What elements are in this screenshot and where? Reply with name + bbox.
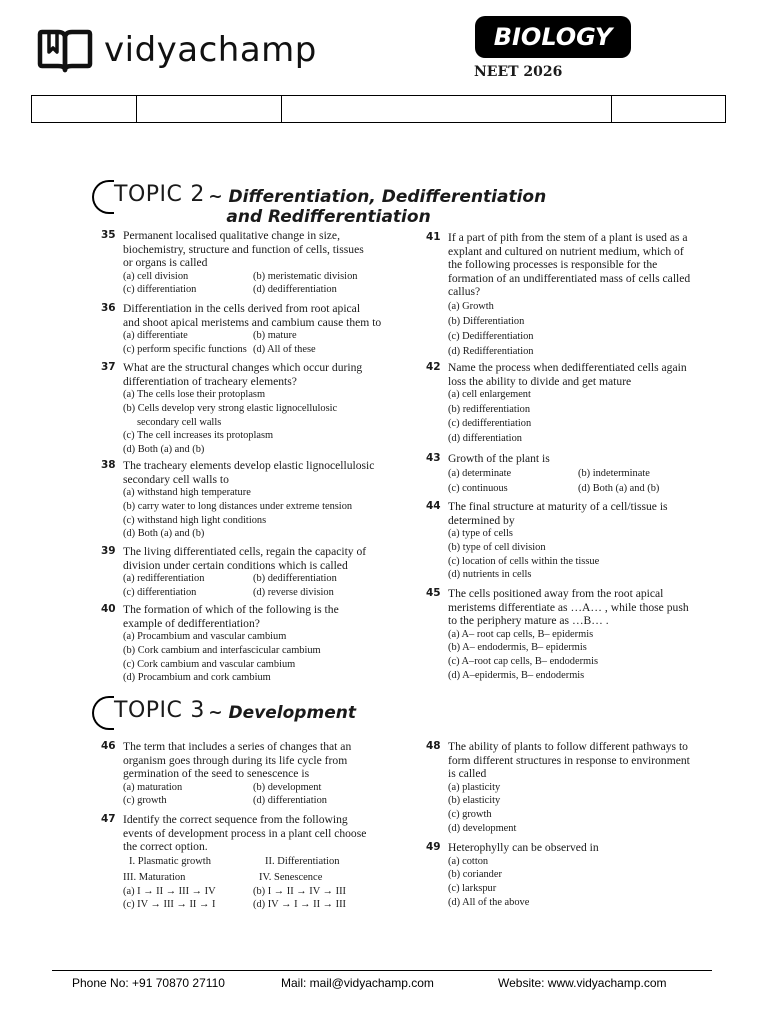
option-c: (c) perform specific functions	[123, 343, 247, 355]
question-text: The final structure at maturity of a cell/tissue is	[448, 500, 668, 513]
question-number: 46	[101, 740, 116, 752]
question-text: is called	[448, 767, 487, 780]
brand-logo	[36, 26, 317, 74]
option-b: (b) indeterminate	[578, 467, 650, 479]
option-a: (a) differentiate	[123, 330, 188, 341]
question-text: organism goes through during its life cycle from	[123, 753, 348, 767]
option-b: (b) Cells develop very strong elastic lignocellulosic	[123, 402, 338, 414]
header-cell	[32, 96, 137, 122]
question-text: The tracheary elements develop elastic lignocellulosic	[123, 459, 375, 472]
option-c: (c) differentiation	[123, 284, 197, 296]
option-d: (d) All of these	[253, 343, 316, 355]
question-text: callus?	[448, 285, 481, 298]
topic-title-line1: Differentiation, Dedifferentiation	[228, 187, 547, 207]
question-41	[426, 231, 691, 359]
question-text: Name the process when dedifferentiated cells again	[448, 361, 687, 374]
question-number: 48	[426, 740, 441, 752]
option-c: (c) A–root cap cells, B– endodermis	[448, 656, 599, 668]
option-d: (d) Both (a) and (b)	[578, 482, 660, 494]
question-number: 35	[101, 229, 116, 241]
question-text: events of development process in a plant cell choose	[123, 826, 367, 840]
option-d: (d) dedifferentiation	[253, 284, 337, 296]
question-text: If a part of pith from the stem of a plant is used as a	[448, 231, 688, 244]
question-number: 39	[101, 545, 116, 557]
question-text: the following processes is responsible for the	[448, 258, 658, 271]
option-b: (b) I → II → IV → III	[253, 885, 347, 897]
option-c: (c) larkspur	[448, 883, 497, 895]
question-text: meristems differentiate as …A… , while those push	[448, 600, 689, 614]
option-d: (d) Both (a) and (b)	[123, 444, 205, 456]
option-b: (b) mature	[253, 330, 297, 341]
option-a: (a) determinate	[448, 467, 512, 479]
question-47	[101, 813, 367, 912]
sequence-item-1: I. Plasmatic growth	[129, 855, 211, 867]
option-a: (a) redifferentiation	[123, 573, 205, 584]
topic-3-heading	[92, 698, 356, 730]
question-38	[101, 459, 375, 541]
footer-website: Website: www.vidyachamp.com	[498, 976, 667, 990]
option-d: (d) All of the above	[448, 896, 530, 908]
question-text: What are the structural changes which occur during	[123, 361, 363, 374]
question-number: 47	[101, 813, 116, 825]
option-a: (a) I → II → III → IV	[123, 885, 216, 897]
question-number: 38	[101, 459, 116, 471]
question-text: Differentiation in the cells derived from root apical	[123, 302, 361, 315]
question-text: to the periphery mature as …B… .	[448, 614, 609, 627]
question-text: loss the ability to divide and get mature	[448, 374, 632, 388]
question-46	[101, 740, 352, 808]
question-text: Growth of the plant is	[448, 452, 550, 465]
exam-label: NEET 2026	[474, 64, 563, 80]
question-number: 36	[101, 302, 116, 314]
option-c: (c) continuous	[448, 482, 508, 494]
question-text: division under certain conditions which is called	[123, 558, 348, 572]
option-c: (c) Cork cambium and vascular cambium	[123, 658, 296, 670]
option-c: (c) withstand high light conditions	[123, 514, 267, 526]
question-number: 40	[101, 603, 116, 615]
subject-badge: BIOLOGY	[475, 16, 631, 58]
option-c: (c) location of cells within the tissue	[448, 555, 600, 567]
option-a: (a) maturation	[123, 781, 183, 793]
question-number: 37	[101, 361, 116, 373]
option-d: (d) Both (a) and (b)	[123, 528, 205, 540]
brand-name: vidyachamp	[104, 30, 317, 70]
option-c: (c) growth	[448, 809, 492, 821]
question-text: germination of the seed to senescence is	[123, 767, 310, 780]
question-number: 45	[426, 587, 441, 599]
option-a: (a) cotton	[448, 855, 489, 867]
option-b: (b) Cork cambium and interfascicular cambium	[123, 644, 321, 656]
topic-tilde: ~	[208, 187, 223, 207]
option-b: (b) Differentiation	[448, 315, 525, 327]
question-text: explant and cultured on nutrient medium, which of	[448, 244, 684, 258]
option-d: (d) IV → I → II → III	[253, 899, 347, 911]
question-text: formation of an undifferentiated mass of cells called	[448, 271, 691, 285]
footer-mail: Mail: mail@vidyachamp.com	[281, 976, 434, 990]
question-text: The cells positioned away from the root apical	[448, 587, 664, 600]
question-42	[426, 361, 687, 446]
option-a: (a) cell enlargement	[448, 389, 531, 400]
header-info-table	[31, 95, 726, 123]
topic-2-heading	[92, 182, 546, 227]
option-d: (d) reverse division	[253, 586, 334, 598]
header-cell	[137, 96, 282, 122]
option-a: (a) Procambium and vascular cambium	[123, 631, 287, 642]
option-b: (b) development	[253, 781, 322, 793]
question-45	[426, 587, 689, 683]
option-b-cont: secondary cell walls	[137, 416, 222, 428]
header-cell	[282, 96, 612, 122]
option-c: (c) growth	[123, 795, 167, 807]
topic-tilde: ~	[208, 703, 223, 723]
question-number: 43	[426, 452, 441, 464]
topic-number: 3	[190, 698, 205, 723]
question-text: differentiation of tracheary elements?	[123, 374, 297, 388]
option-a: (a) Growth	[448, 300, 494, 312]
option-c: (c) The cell increases its protoplasm	[123, 430, 274, 442]
question-number: 49	[426, 841, 441, 853]
option-d: (d) nutrients in cells	[448, 569, 532, 581]
question-text: example of dedifferentiation?	[123, 616, 260, 630]
option-b: (b) carry water to long distances under extreme tension	[123, 500, 353, 512]
option-a: (a) plasticity	[448, 781, 501, 793]
header-cell	[612, 96, 725, 122]
option-c: (c) differentiation	[123, 586, 197, 598]
sequence-item-3: III. Maturation	[123, 871, 186, 883]
question-text: Permanent localised qualitative change in size,	[123, 229, 340, 242]
footer-divider	[52, 970, 712, 971]
topic-word: TOPIC	[114, 182, 183, 207]
footer-phone: Phone No: +91 70870 27110	[72, 976, 225, 990]
question-48	[426, 740, 690, 836]
question-text: and shoot apical meristems and cambium cause them to	[123, 315, 382, 329]
question-text: The living differentiated cells, regain the capacity of	[123, 545, 367, 558]
sequence-item-2: II. Differentiation	[265, 855, 340, 867]
question-text: determined by	[448, 513, 515, 527]
question-text: secondary cell walls to	[123, 472, 229, 486]
question-text: or organs is called	[123, 256, 208, 269]
question-number: 42	[426, 361, 441, 373]
question-text: Heterophylly can be observed in	[448, 841, 599, 854]
question-49	[426, 841, 599, 910]
question-text: The term that includes a series of changes that an	[123, 740, 352, 753]
option-b: (b) dedifferentiation	[253, 573, 337, 584]
option-c: (c) Dedifferentiation	[448, 330, 534, 342]
question-text: The ability of plants to follow different pathways to	[448, 740, 688, 753]
question-44	[426, 500, 668, 582]
question-37	[101, 361, 363, 457]
option-b: (b) A– endodermis, B– epidermis	[448, 642, 587, 654]
question-36	[101, 302, 382, 357]
question-number: 44	[426, 500, 441, 512]
question-number: 41	[426, 231, 441, 243]
question-39	[101, 545, 367, 600]
option-b: (b) type of cell division	[448, 541, 546, 553]
option-c: (c) IV → III → II → I	[123, 899, 216, 911]
topic-title-line1: Development	[228, 703, 356, 723]
question-text: The formation of which of the following is the	[123, 603, 339, 616]
option-d: (d) Procambium and cork cambium	[123, 672, 271, 684]
question-text: form different structures in response to environment	[448, 753, 690, 767]
option-d: (d) Redifferentiation	[448, 345, 534, 357]
option-d: (d) A–epidermis, B– endodermis	[448, 669, 585, 681]
question-35	[101, 229, 364, 297]
question-text: biochemistry, structure and function of cells, tissues	[123, 242, 364, 256]
topic-bracket-icon	[92, 696, 114, 730]
open-book-icon	[36, 26, 94, 74]
question-text: the correct option.	[123, 840, 208, 853]
option-a: (a) type of cells	[448, 528, 513, 539]
topic-word: TOPIC	[114, 698, 183, 723]
question-40	[101, 603, 339, 685]
sequence-item-4: IV. Senescence	[259, 871, 323, 883]
option-b: (b) elasticity	[448, 795, 501, 807]
option-d: (d) differentiation	[253, 795, 327, 807]
option-a: (a) The cells lose their protoplasm	[123, 389, 266, 400]
option-a: (a) A– root cap cells, B– epidermis	[448, 628, 594, 640]
option-d: (d) differentiation	[448, 432, 522, 444]
option-a: (a) withstand high temperature	[123, 487, 251, 498]
question-text: Identify the correct sequence from the following	[123, 813, 348, 826]
question-43	[426, 452, 660, 496]
topic-bracket-icon	[92, 180, 114, 214]
option-b: (b) redifferentiation	[448, 403, 531, 415]
topic-number: 2	[190, 182, 205, 207]
option-b: (b) meristematic division	[253, 270, 358, 282]
option-c: (c) dedifferentiation	[448, 418, 532, 429]
option-b: (b) coriander	[448, 869, 502, 881]
option-d: (d) development	[448, 822, 517, 834]
option-a: (a) cell division	[123, 270, 189, 282]
topic-title-line2: and Redifferentiation	[226, 207, 431, 227]
